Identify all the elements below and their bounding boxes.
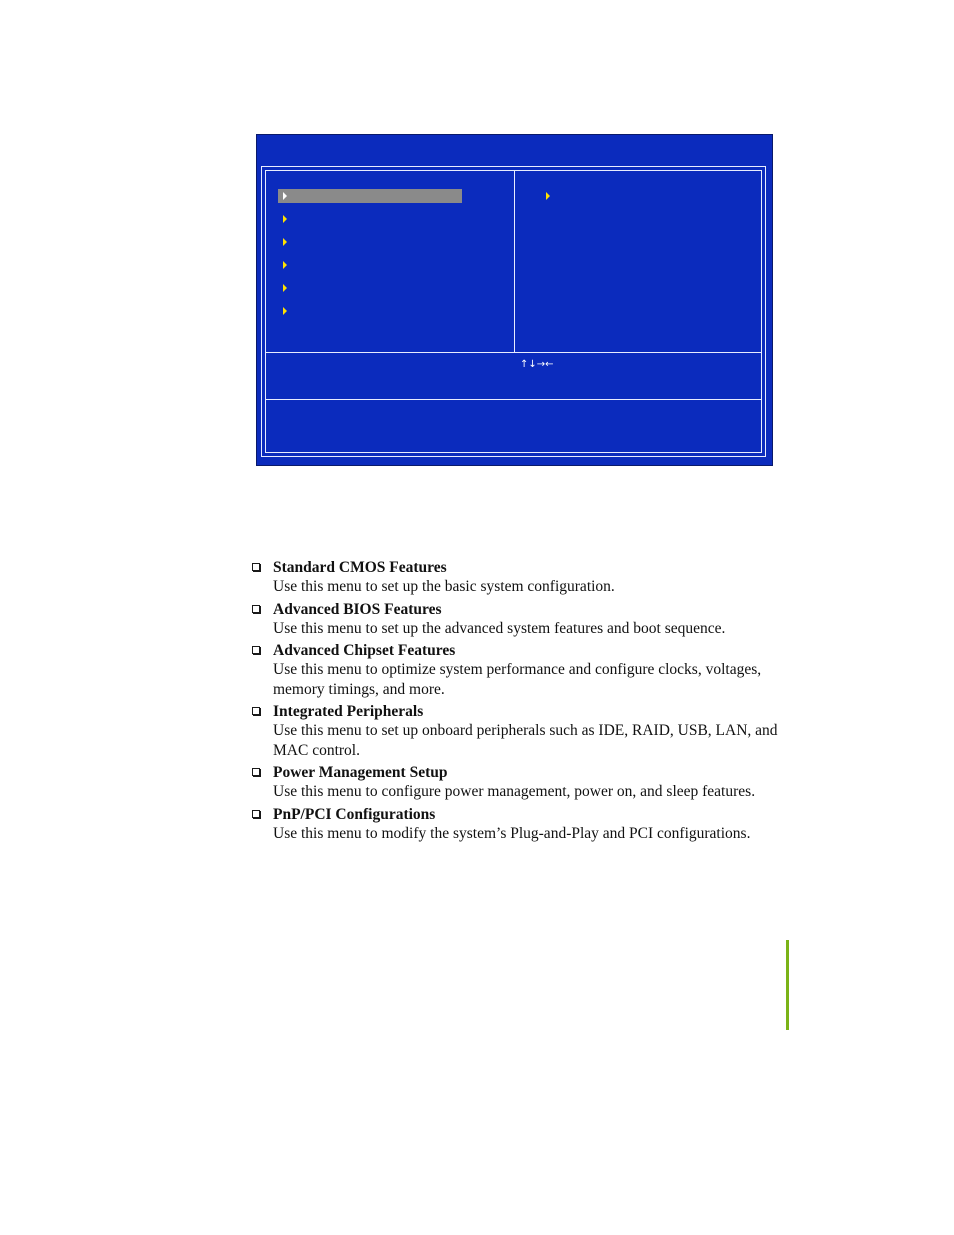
- bios-menu-item-5[interactable]: [278, 281, 462, 295]
- list-item: [252, 600, 797, 639]
- bios-menu-item-6[interactable]: [278, 304, 462, 318]
- list-item: [252, 558, 797, 597]
- bios-column-divider: [514, 171, 515, 352]
- checkbox-bullet-icon: [252, 810, 260, 818]
- bios-menu-item-1[interactable]: [278, 189, 462, 203]
- bios-divider-top: [266, 352, 761, 353]
- list-item: [252, 805, 797, 844]
- menu-description-list: [252, 558, 797, 846]
- item-title: PnP/PCI Configurations: [273, 805, 436, 823]
- item-description: Use this menu to set up the advanced system features and boot sequence.: [273, 619, 726, 637]
- menu-arrow-icon: [283, 284, 287, 292]
- menu-arrow-icon: [283, 261, 287, 269]
- key-hint: ↑↓→←: [520, 359, 554, 370]
- item-title: Power Management Setup: [273, 764, 448, 781]
- item-description: Use this menu to configure power management, power on, and sleep features.: [273, 783, 756, 800]
- checkbox-bullet-icon: [252, 646, 260, 654]
- bios-inner-frame: [265, 170, 762, 453]
- bios-menu-item-3[interactable]: [278, 235, 462, 249]
- item-description: Use this menu to set up the basic system configuration.: [273, 578, 615, 595]
- checkbox-bullet-icon: [252, 605, 260, 613]
- bios-menu-item-4[interactable]: [278, 258, 462, 272]
- margin-accent-rule: [786, 940, 789, 1030]
- bios-divider-bottom: [266, 399, 761, 400]
- bios-menu-item-2[interactable]: [278, 212, 462, 226]
- item-description: Use this menu to modify the system’s Plug-and-Play and PCI configurations.: [273, 824, 751, 842]
- list-item: [252, 763, 797, 802]
- bios-outer-frame: [261, 166, 766, 457]
- list-item: [252, 641, 797, 699]
- bios-screenshot: [256, 134, 773, 466]
- item-title: Integrated Peripherals: [273, 703, 424, 720]
- item-title: Advanced BIOS Features: [273, 600, 442, 618]
- item-title: Advanced Chipset Features: [273, 642, 456, 659]
- menu-arrow-icon: [283, 215, 287, 223]
- checkbox-bullet-icon: [252, 768, 260, 776]
- checkbox-bullet-icon: [252, 563, 260, 571]
- item-description: Use this menu to optimize system performance and configure clocks, voltages, memory timings, and more.: [273, 661, 762, 698]
- checkbox-bullet-icon: [252, 707, 260, 715]
- menu-arrow-icon: [546, 192, 550, 200]
- menu-arrow-icon: [283, 307, 287, 315]
- menu-arrow-icon: [283, 238, 287, 246]
- bios-menu-item-right-1[interactable]: [541, 189, 741, 203]
- list-item: [252, 702, 797, 760]
- menu-arrow-icon: [283, 192, 287, 200]
- item-description: Use this menu to set up onboard peripherals such as IDE, RAID, USB, LAN, and MAC control.: [273, 722, 778, 759]
- item-title: Standard CMOS Features: [273, 559, 447, 576]
